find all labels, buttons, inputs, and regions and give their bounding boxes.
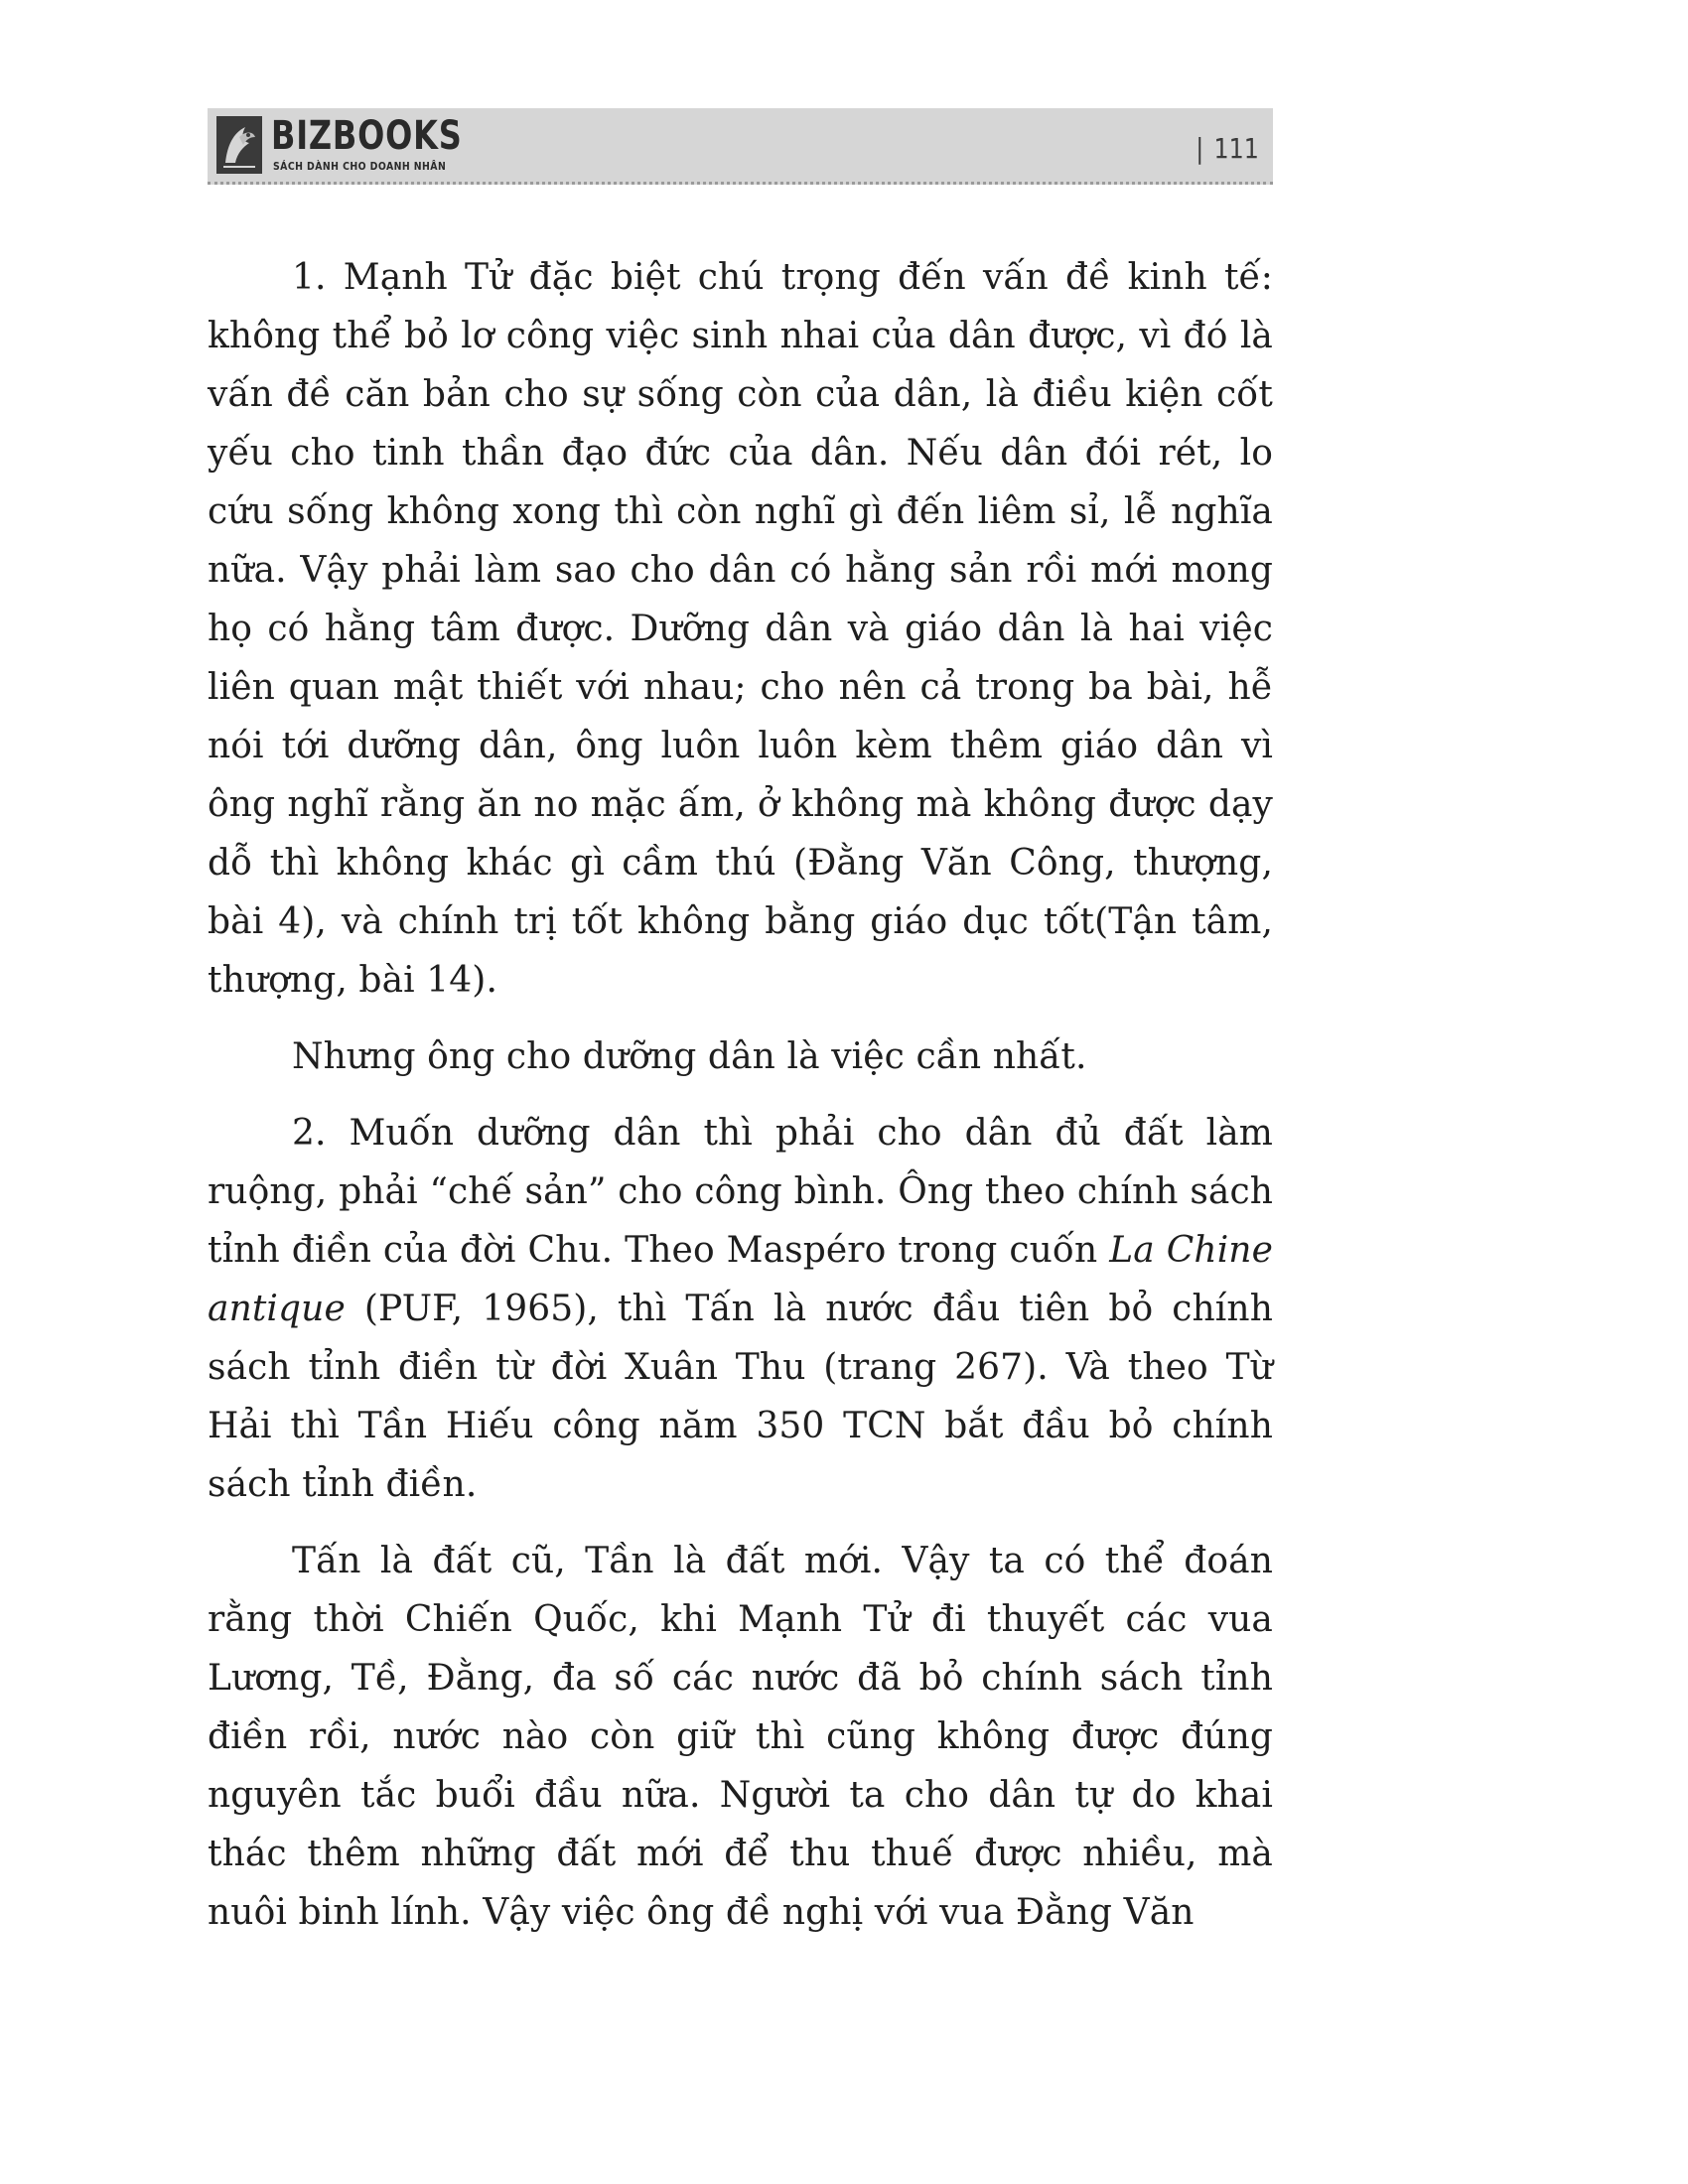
page-number: | 111 [1196, 132, 1259, 165]
bizbooks-logo-icon [215, 115, 263, 175]
running-header [208, 108, 1273, 185]
paragraph-3-text-end: (PUF, 1965), thì Tấn là nước đầu tiên bỏ chính sách tỉnh điền từ đời Xuân Thu (trang 267). Và theo Từ Hải thì Tần Hiếu công năm 350 TCN bắt đầu bỏ chính sách tỉnh điền. [208, 1289, 1273, 1505]
paragraph-4: Tấn là đất cũ, Tần là đất mới. Vậy ta có thể đoán rằng thời Chiến Quốc, khi Mạnh Tử đi thuyết các vua Lương, Tề, Đằng, đa số các nước đã bỏ chính sách tỉnh điền rồi, nước nào còn giữ thì cũng không được đúng nguyên tắc buổi đầu nữa. Người ta cho dân tự do khai thác thêm những đất mới để thu thuế được nhiều, mà nuôi binh lính. Vậy việc ông đề nghị với vua Đằng Văn [208, 1541, 1273, 1933]
brand-tagline: SÁCH DÀNH CHO DOANH NHÂN [273, 160, 447, 173]
brand-name: BIZBOOKS [271, 113, 463, 159]
page-number-value: 111 [1213, 132, 1259, 165]
body-text [208, 248, 1273, 1960]
book-title-italic: La Chine antique [208, 1230, 1273, 1329]
paragraph-3 [208, 1104, 1273, 1514]
paragraph-3-text-start: 2. Muốn dưỡng dân thì phải cho dân đủ đất làm ruộng, phải “chế sản” cho công bình. Ông theo chính sách tỉnh điền của đời Chu. Theo Maspéro trong cuốn [208, 1113, 1273, 1271]
paragraph-1: 1. Mạnh Tử đặc biệt chú trọng đến vấn đề kinh tế: không thể bỏ lơ công việc sinh nhai của dân được, vì đó là vấn đề căn bản cho sự sống còn của dân, là điều kiện cốt yếu cho tinh thần đạo đức của dân. Nếu dân đói rét, lo cứu sống không xong thì còn nghĩ gì đến liêm sỉ, lễ nghĩa nữa. Vậy phải làm sao cho dân có hằng sản rồi mới mong họ có hằng tâm được. Dưỡng dân và giáo dân là hai việc liên quan mật thiết với nhau; cho nên cả trong ba bài, hễ nói tới dưỡng dân, ông luôn luôn kèm thêm giáo dân vì ông nghĩ rằng ăn no mặc ấm, ở không mà không được dạy dỗ thì không khác gì cầm thú (Đằng Văn Công, thượng, bài 4), và chính trị tốt không bằng giáo dục tốt(Tận tâm, thượng, bài 14). [208, 257, 1273, 1001]
paragraph-2: Nhưng ông cho dưỡng dân là việc cần nhất. [292, 1036, 1087, 1077]
